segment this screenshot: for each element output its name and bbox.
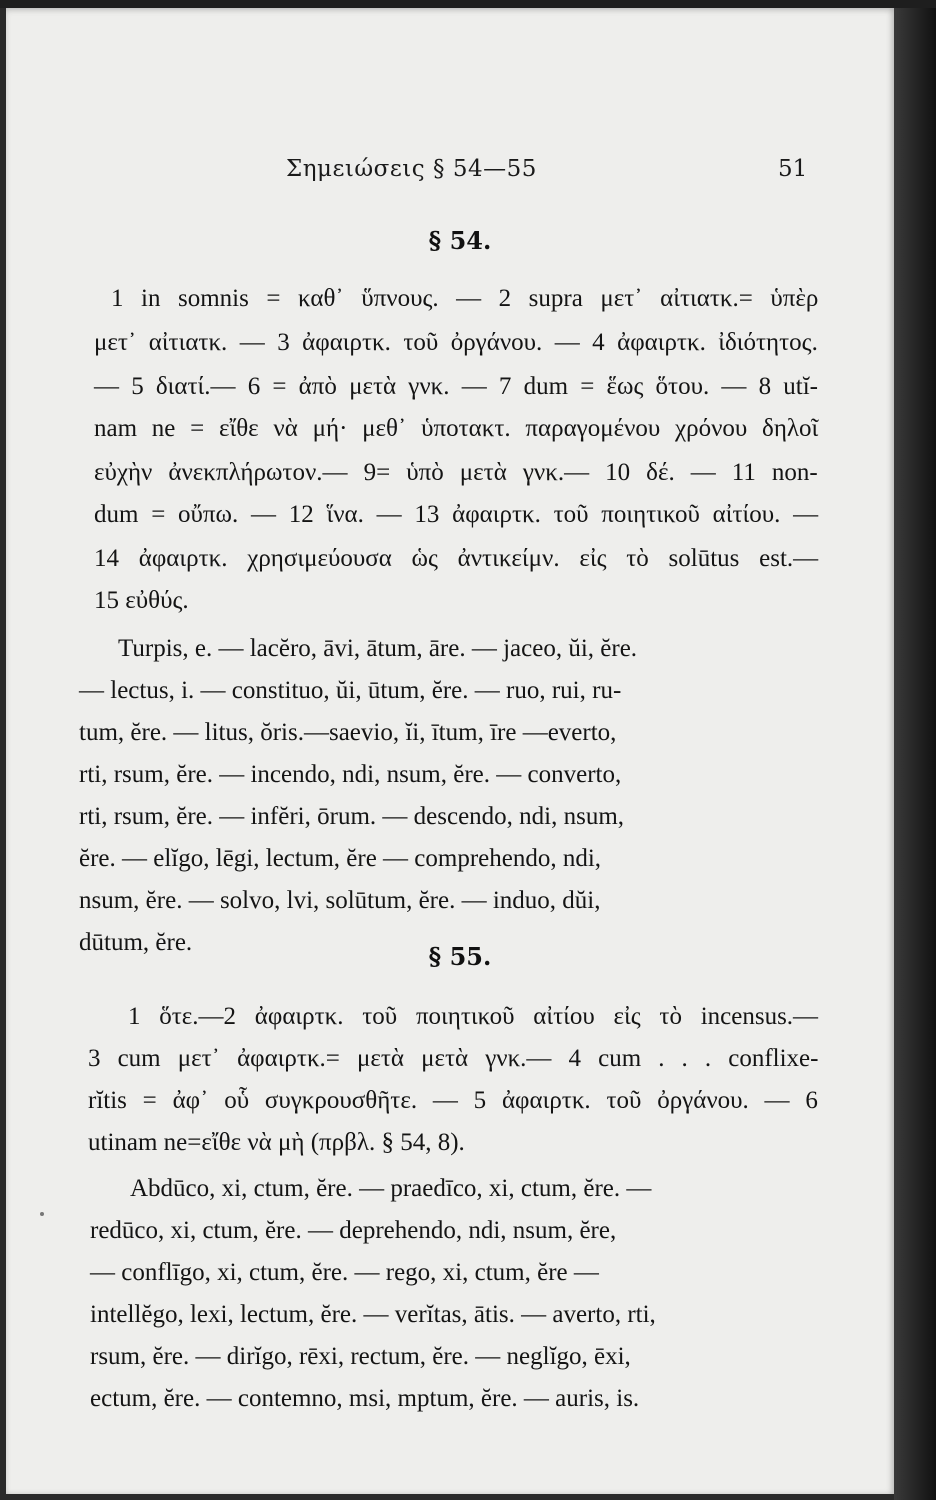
running-head: Σημειώσεις § 54—55 (286, 156, 537, 182)
vocab-line: ĕre. — elĭgo, lēgi, lectum, ĕre — comprehendo, ndi, (79, 845, 602, 872)
note-line: 14 ἀφαιρτκ. χρησιμεύουσα ὡς ἀντικείμν. εἰς τὸ solūtus est.— (94, 545, 819, 572)
vocab-line: redūco, xi, ctum, ĕre. — deprehendo, ndi, nsum, ĕre, (90, 1217, 617, 1244)
note-line: εὐχὴν ἀνεκπλήρωτον.— 9= ὑπὸ μετὰ γνκ.— 10 δέ. — 11 non- (94, 459, 818, 486)
vocab-line: rti, rsum, ĕre. — incendo, ndi, nsum, ĕre. — converto, (79, 761, 622, 788)
note-line: — 5 διατί.— 6 = ἀπὸ μετὰ γνκ. — 7 dum = ἕως ὅτου. — 8 utĭ- (94, 373, 818, 400)
vocab-line: ectum, ĕre. — contemno, msi, mptum, ĕre. — auris, is. (90, 1385, 640, 1412)
vocab-line: intellĕgo, lexi, lectum, ĕre. — verĭtas, ātis. — averto, rti, (90, 1301, 656, 1328)
vocab-line: — lectus, i. — constituo, ŭi, ūtum, ĕre. — ruo, rui, ru- (79, 677, 622, 704)
vocab-line: Abdūco, xi, ctum, ĕre. — praedīco, xi, ctum, ĕre. — (130, 1175, 652, 1202)
vocab-line: — conflīgo, xi, ctum, ĕre. — rego, xi, ctum, ĕre — (90, 1259, 599, 1286)
vocab-line: rti, rsum, ĕre. — infĕri, ōrum. — descendo, ndi, nsum, (79, 803, 625, 830)
note-line: 3 cum μετ᾽ ἀφαιρτκ.= μετὰ μετὰ γνκ.— 4 cum . . . conflixe- (88, 1045, 819, 1072)
ink-speck (40, 1212, 44, 1216)
note-line: 15 εὐθύς. (94, 587, 189, 614)
note-line: nam ne = εἴθε νὰ μή· μεθ᾽ ὑποτακτ. παραγομένου χρόνου δηλοῖ (94, 415, 819, 442)
page-number: 51 (778, 156, 808, 182)
note-line: 1 in somnis = καθ᾽ ὕπνους. — 2 supra μετ᾽ αἰτιατκ.= ὑπὲρ (111, 285, 819, 312)
vocab-line: rsum, ĕre. — dirĭgo, rēxi, rectum, ĕre. — neglĭgo, ēxi, (90, 1343, 631, 1370)
note-line: dum = οὔπω. — 12 ἵνα. — 13 ἀφαιρτκ. τοῦ ποιητικοῦ αἰτίου. — (94, 501, 819, 528)
note-line: rĭtis = ἀφ᾽ οὗ συγκρουσθῆτε. — 5 ἀφαιρτκ. τοῦ ὀργάνου. — 6 (88, 1087, 818, 1114)
section-heading-54: § 54. (428, 226, 492, 255)
scan-top-edge (0, 0, 936, 8)
vocab-line: nsum, ĕre. — solvo, lvi, solūtum, ĕre. — induo, dŭi, (79, 887, 601, 914)
page-header (6, 156, 894, 196)
note-line: utinam ne=εἴθε νὰ μὴ (πρβλ. § 54, 8). (88, 1129, 465, 1156)
note-line: μετ᾽ αἰτιατκ. — 3 ἀφαιρτκ. τοῦ ὀργάνου. — 4 ἀφαιρτκ. ἰδιότητος. (94, 329, 818, 356)
vocab-line: tum, ĕre. — litus, ŏris.—saevio, ĭi, ītum, īre —everto, (79, 719, 617, 746)
vocab-line: Turpis, e. — lacĕro, āvi, ātum, āre. — jaceo, ŭi, ĕre. (118, 635, 638, 662)
section-heading-55: § 55. (428, 942, 492, 971)
scan-right-edge (894, 8, 936, 1500)
book-page (6, 8, 894, 1494)
vocab-line: dūtum, ĕre. (79, 929, 193, 956)
note-line: 1 ὅτε.—2 ἀφαιρτκ. τοῦ ποιητικοῦ αἰτίου εἰς τὸ incensus.— (128, 1003, 819, 1030)
